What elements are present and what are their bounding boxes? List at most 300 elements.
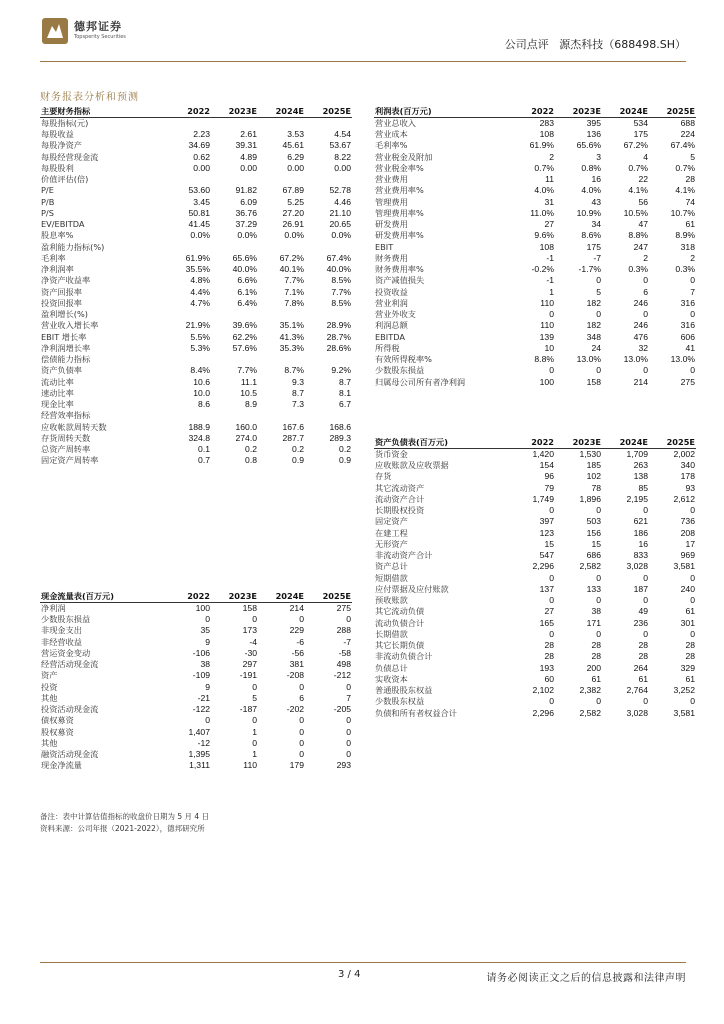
- cell-value: 138: [633, 471, 648, 482]
- cell-value: 175: [586, 241, 601, 252]
- cell-value: 503: [586, 516, 601, 527]
- cell-value: 316: [680, 320, 695, 331]
- cell-value: 39.6%: [232, 320, 257, 331]
- cell-value: 49: [638, 606, 648, 617]
- cell-value: 67.4%: [670, 140, 695, 151]
- cell-value: 27: [544, 606, 554, 617]
- table-row: [374, 651, 696, 662]
- cell-value: 498: [336, 659, 351, 670]
- row-label: 少数股东损益: [375, 365, 425, 376]
- table-row: [374, 309, 696, 320]
- cell-value: 0: [549, 572, 554, 583]
- row-label: 债权募资: [41, 715, 74, 726]
- row-label: 应收帐款周转天数: [41, 421, 107, 432]
- table-row: [40, 264, 352, 275]
- cell-value: 108: [539, 129, 554, 140]
- table-row: [374, 230, 696, 241]
- row-label: 盈利能力指标(%): [41, 241, 105, 252]
- cell-value: 9: [205, 681, 210, 692]
- cell-value: 5.3%: [190, 342, 210, 353]
- cell-value: 0: [549, 505, 554, 516]
- cell-value: 246: [633, 320, 648, 331]
- row-label: 固定资产周转率: [41, 455, 99, 466]
- table-row: [40, 648, 352, 659]
- cell-value: 688: [680, 118, 695, 128]
- table-row: [374, 377, 696, 388]
- cell-value: 91.82: [235, 185, 257, 196]
- row-label: EV/EBITDA: [41, 219, 85, 230]
- cell-value: 11.0%: [530, 207, 554, 218]
- year-header: 2024E: [258, 591, 305, 603]
- cell-value: 1,407: [188, 726, 210, 737]
- row-label: 每股净资产: [41, 140, 82, 151]
- cell-value: 13.0%: [670, 354, 695, 365]
- cell-value: 11: [545, 174, 554, 185]
- cell-value: [164, 174, 211, 185]
- year-header: 2025E: [305, 106, 352, 118]
- cell-value: -58: [338, 647, 351, 658]
- cell-value: 53.60: [188, 185, 210, 196]
- cell-value: 0.1: [198, 444, 210, 455]
- cell-value: 0: [299, 749, 304, 760]
- row-label: 资产总计: [375, 561, 408, 572]
- cell-value: 5: [596, 286, 601, 297]
- cell-value: -106: [192, 647, 210, 658]
- main-indicators-table: [40, 106, 352, 467]
- table-row: [40, 197, 352, 208]
- cell-value: -6: [296, 636, 304, 647]
- cell-value: 200: [586, 662, 601, 673]
- cell-value: 247: [633, 241, 648, 252]
- table-row: [374, 505, 696, 516]
- cell-value: 28: [544, 651, 554, 662]
- cell-value: 3.53: [287, 129, 304, 140]
- table-row: [374, 343, 696, 354]
- table-row: [374, 685, 696, 696]
- row-label: 存货周转天数: [41, 432, 91, 443]
- cell-value: 0: [596, 309, 601, 320]
- cell-value: 5.25: [287, 196, 304, 207]
- cell-value: 4.0%: [534, 185, 554, 196]
- cell-value: 2,002: [673, 449, 695, 459]
- row-label: 每股收益: [41, 129, 74, 140]
- cell-value: 28: [544, 640, 554, 651]
- table-row: [40, 343, 352, 354]
- cell-value: 173: [242, 625, 257, 636]
- row-label: 预收账款: [375, 595, 408, 606]
- cell-value: 0.2: [292, 444, 304, 455]
- table-row: [374, 550, 696, 561]
- cell-value: 0: [596, 275, 601, 286]
- cell-value: 168.6: [329, 421, 351, 432]
- cell-value: 193: [539, 662, 554, 673]
- cell-value: 9.2%: [331, 365, 351, 376]
- table-row: [40, 625, 352, 636]
- cell-value: 61: [638, 673, 648, 684]
- cell-value: 0.0%: [284, 230, 304, 241]
- row-label: 实收资本: [375, 673, 408, 684]
- row-label: 营业费用率%: [375, 185, 424, 196]
- cell-value: 8.6: [198, 399, 210, 410]
- cell-value: 41.3%: [279, 331, 304, 342]
- table-row: [374, 129, 696, 140]
- cell-value: 2: [549, 151, 554, 162]
- year-header: 2025E: [649, 437, 696, 449]
- cell-value: 158: [586, 376, 601, 387]
- cell-value: 340: [680, 460, 695, 471]
- table-row: [374, 354, 696, 365]
- company-name-cn: 德邦证券: [74, 20, 122, 33]
- cell-value: 0: [643, 572, 648, 583]
- row-label: 长期股权投资: [375, 505, 425, 516]
- cell-value: 0.3%: [628, 264, 648, 275]
- cell-value: 13.0%: [576, 354, 601, 365]
- row-label: 流动比率: [41, 376, 74, 387]
- cell-value: 8.8%: [534, 354, 554, 365]
- cell-value: 34.69: [188, 140, 210, 151]
- table-row: [40, 433, 352, 444]
- table-row: [374, 561, 696, 572]
- cell-value: 7.7%: [284, 275, 304, 286]
- cell-value: 10.0: [193, 387, 210, 398]
- cell-value: [305, 410, 352, 421]
- cell-value: -109: [192, 670, 210, 681]
- table-row: [374, 528, 696, 539]
- cell-value: 27.20: [282, 207, 304, 218]
- table-row: [40, 118, 352, 130]
- cell-value: 65.6%: [232, 252, 257, 263]
- row-label: P/E: [41, 185, 54, 196]
- note-source: 资料来源：公司年报（2021-2022），德邦研究所: [40, 824, 205, 833]
- cell-value: 0.0%: [331, 230, 351, 241]
- cell-value: 1,749: [532, 493, 554, 504]
- cell-value: 110: [243, 760, 257, 771]
- cell-value: 39.31: [235, 140, 257, 151]
- cell-value: 0: [643, 309, 648, 320]
- year-header: 2025E: [649, 106, 696, 118]
- cell-value: 0: [346, 681, 351, 692]
- cell-value: 154: [539, 460, 554, 471]
- table-row: [40, 275, 352, 286]
- cell-value: 0: [596, 572, 601, 583]
- row-label: 资产回报率: [41, 286, 82, 297]
- cell-value: 1: [549, 286, 554, 297]
- cell-value: 50.81: [188, 207, 210, 218]
- cell-value: 8.7%: [284, 365, 304, 376]
- table-row: [374, 449, 696, 461]
- logo-mark-icon: [40, 16, 70, 46]
- cell-value: -187: [239, 704, 257, 715]
- row-label: 总资产周转率: [41, 444, 91, 455]
- table-row: [40, 659, 352, 670]
- table-row: [40, 320, 352, 331]
- page-header: [40, 14, 686, 62]
- table-row: [374, 606, 696, 617]
- table-row: [40, 670, 352, 681]
- cell-value: 133: [586, 583, 601, 594]
- cell-value: 4: [643, 151, 648, 162]
- cell-value: 7.1%: [284, 286, 304, 297]
- cell-value: 8.9: [245, 399, 257, 410]
- row-label: EBIT: [375, 241, 394, 252]
- row-label: 其它长期负债: [375, 640, 425, 651]
- cell-value: 47: [638, 219, 648, 230]
- cell-value: 31: [544, 196, 554, 207]
- cell-value: [164, 309, 211, 320]
- row-label: 少数股东损益: [41, 614, 91, 625]
- company-name-en: Topsperity Securities: [74, 34, 126, 40]
- cell-value: 56: [638, 196, 648, 207]
- year-header: 2022: [508, 437, 555, 449]
- table-row: [40, 637, 352, 648]
- cell-value: 606: [680, 331, 695, 342]
- cell-value: [258, 242, 305, 253]
- cell-value: [258, 410, 305, 421]
- cell-value: 0: [596, 628, 601, 639]
- cell-value: 214: [633, 376, 648, 387]
- cell-value: 0: [252, 715, 257, 726]
- cell-value: 28.6%: [326, 342, 351, 353]
- report-type: 公司点评 源杰科技（688498.SH）: [504, 38, 686, 51]
- cell-value: 293: [336, 760, 351, 771]
- cell-value: -205: [333, 704, 351, 715]
- table-notes: [40, 811, 209, 835]
- cell-value: 0.7: [198, 455, 210, 466]
- cell-value: -21: [197, 692, 210, 703]
- cell-value: 6: [299, 692, 304, 703]
- row-label: 股权募资: [41, 726, 74, 737]
- cell-value: 0: [299, 715, 304, 726]
- cell-value: 2,764: [626, 685, 648, 696]
- cell-value: 35: [200, 625, 210, 636]
- year-header: 2024E: [258, 106, 305, 118]
- cell-value: 61.9%: [185, 252, 210, 263]
- cell-value: 301: [680, 617, 695, 628]
- page-footer: [40, 962, 686, 992]
- cell-value: 24: [591, 342, 601, 353]
- cell-value: -7: [593, 252, 601, 263]
- table-header-row: [374, 437, 696, 449]
- cell-value: 2.23: [193, 129, 210, 140]
- row-label: 投资收益: [375, 286, 408, 297]
- row-label: 营业利润: [375, 297, 408, 308]
- cell-value: 287.7: [282, 432, 304, 443]
- table-row: [374, 163, 696, 174]
- row-label: 净利润增长率: [41, 342, 91, 353]
- row-label: 盈利增长(%): [41, 309, 88, 320]
- cell-value: 16: [638, 538, 648, 549]
- table-row: [374, 708, 696, 719]
- cell-value: 96: [544, 471, 554, 482]
- cell-value: 6.29: [287, 151, 304, 162]
- row-label: 每股指标(元): [41, 118, 89, 128]
- cell-value: 224: [680, 129, 695, 140]
- table-row: [40, 377, 352, 388]
- cell-value: 67.2%: [279, 252, 304, 263]
- cell-value: 0.62: [193, 151, 210, 162]
- cell-value: 8.5%: [331, 297, 351, 308]
- cell-value: 0: [252, 614, 257, 625]
- row-label: 固定资产: [375, 516, 408, 527]
- row-label: 经营活动现金流: [41, 659, 99, 670]
- income-statement-table: [374, 106, 696, 388]
- cell-value: 28: [685, 640, 695, 651]
- cell-value: 2,582: [579, 561, 601, 572]
- cell-value: 0.00: [193, 162, 210, 173]
- cell-value: 8.7: [292, 387, 304, 398]
- table-row: [40, 410, 352, 421]
- table-row: [40, 738, 352, 749]
- cell-value: 182: [586, 297, 601, 308]
- row-label: 归属母公司所有者净利润: [375, 376, 466, 387]
- row-label: 少数股东权益: [375, 696, 425, 707]
- table-row: [40, 185, 352, 196]
- cell-value: 736: [680, 516, 695, 527]
- table-row: [40, 682, 352, 693]
- table-row: [40, 388, 352, 399]
- cell-value: 35.3%: [279, 342, 304, 353]
- cell-value: 969: [680, 550, 695, 561]
- cell-value: 4.1%: [675, 185, 695, 196]
- cell-value: -212: [333, 670, 351, 681]
- cell-value: -1.7%: [578, 264, 601, 275]
- cell-value: -56: [291, 647, 304, 658]
- table-row: [374, 253, 696, 264]
- table-row: [40, 129, 352, 140]
- cell-value: 686: [586, 550, 601, 561]
- year-header: 2024E: [602, 437, 649, 449]
- cell-value: 0.00: [240, 162, 257, 173]
- row-label: 应收账款及应收票据: [375, 460, 449, 471]
- year-header: 2023E: [211, 591, 258, 603]
- cell-value: 8.22: [334, 151, 351, 162]
- row-label: 流动负债合计: [375, 617, 425, 628]
- row-label: EBITDA: [375, 331, 405, 342]
- cell-value: 0.00: [287, 162, 304, 173]
- cell-value: 348: [586, 331, 601, 342]
- cell-value: -7: [343, 636, 351, 647]
- row-label: 存货: [375, 471, 392, 482]
- cell-value: 0.7%: [534, 162, 554, 173]
- cell-value: 0: [643, 365, 648, 376]
- cell-value: 0: [596, 595, 601, 606]
- cell-value: [305, 242, 352, 253]
- cell-value: [305, 309, 352, 320]
- row-label: 偿债能力指标: [41, 354, 91, 365]
- cell-value: 186: [633, 527, 648, 538]
- cell-value: 0: [690, 628, 695, 639]
- cell-value: 0: [346, 715, 351, 726]
- cell-value: 13.0%: [623, 354, 648, 365]
- table-row: [40, 715, 352, 726]
- row-label: 普通股股东权益: [375, 685, 433, 696]
- cell-value: 61: [685, 673, 695, 684]
- cell-value: 4.4%: [190, 286, 210, 297]
- cell-value: [211, 354, 258, 365]
- cell-value: [164, 354, 211, 365]
- table-row: [374, 298, 696, 309]
- row-label: 速动比率: [41, 387, 74, 398]
- table-row: [374, 629, 696, 640]
- cell-value: 4.54: [334, 129, 351, 140]
- year-header: 2024E: [602, 106, 649, 118]
- cell-value: 0: [549, 365, 554, 376]
- cell-value: 833: [633, 550, 648, 561]
- cell-value: 4.89: [240, 151, 257, 162]
- cell-value: 0: [252, 681, 257, 692]
- table-row: [374, 663, 696, 674]
- cell-value: 158: [242, 603, 257, 613]
- table-row: [374, 674, 696, 685]
- cell-value: 0.0%: [190, 230, 210, 241]
- row-label: 营业税金率%: [375, 162, 424, 173]
- cell-value: 52.78: [329, 185, 351, 196]
- row-label: 其他: [41, 737, 58, 748]
- row-label: 投资回报率: [41, 297, 82, 308]
- cell-value: [305, 174, 352, 185]
- table-header-row: [40, 591, 352, 603]
- cell-value: 40.1%: [279, 264, 304, 275]
- cell-value: 5.5%: [190, 331, 210, 342]
- cell-value: 0.9: [292, 455, 304, 466]
- row-label: 投资活动现金流: [41, 704, 99, 715]
- row-label: 财务费用: [375, 252, 408, 263]
- cell-value: 2: [690, 252, 695, 263]
- row-label: 净资产收益率: [41, 275, 91, 286]
- cell-value: 10: [544, 342, 554, 353]
- cell-value: 264: [633, 662, 648, 673]
- cell-value: 2: [643, 252, 648, 263]
- cell-value: 0: [643, 505, 648, 516]
- cell-value: 3,028: [626, 561, 648, 572]
- cell-value: 175: [633, 129, 648, 140]
- cell-value: 381: [289, 659, 304, 670]
- cell-value: 397: [539, 516, 554, 527]
- cell-value: 185: [586, 460, 601, 471]
- cell-value: 37.29: [235, 219, 257, 230]
- cell-value: 2,582: [579, 707, 601, 718]
- table-row: [374, 242, 696, 253]
- table-row: [40, 163, 352, 174]
- row-label: 短期借款: [375, 572, 408, 583]
- cell-value: 61: [591, 673, 601, 684]
- cell-value: 10.5%: [623, 207, 648, 218]
- cell-value: 0: [643, 696, 648, 707]
- cell-value: 123: [539, 527, 554, 538]
- table-row: [374, 595, 696, 606]
- cell-value: 3,252: [673, 685, 695, 696]
- table-row: [40, 332, 352, 343]
- cell-value: 240: [680, 583, 695, 594]
- row-label: 每股股利: [41, 162, 74, 173]
- cell-value: [164, 242, 211, 253]
- cell-value: [211, 242, 258, 253]
- cell-value: 1,530: [579, 449, 601, 459]
- cell-value: 139: [539, 331, 554, 342]
- cell-value: 0: [205, 614, 210, 625]
- table-title: 主要财务指标: [40, 106, 164, 118]
- table-row: [40, 219, 352, 230]
- cell-value: 0.2: [339, 444, 351, 455]
- cell-value: 93: [685, 482, 695, 493]
- table-row: [374, 584, 696, 595]
- cell-value: 10.9%: [576, 207, 601, 218]
- row-label: 投资: [41, 681, 58, 692]
- row-label: P/S: [41, 207, 54, 218]
- table-row: [40, 253, 352, 264]
- row-label: 净利润: [41, 603, 66, 613]
- cell-value: 0: [299, 726, 304, 737]
